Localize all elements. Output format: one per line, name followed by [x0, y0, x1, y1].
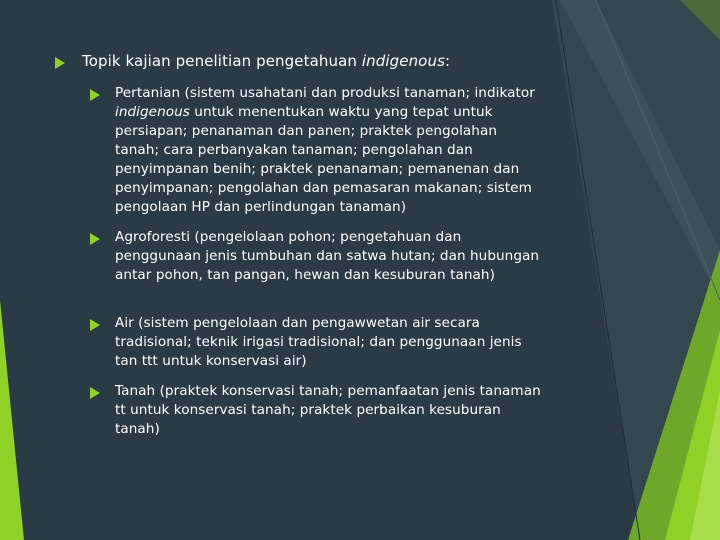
green-triangle-bullet-icon	[90, 233, 100, 245]
list-item-text: Pertanian (sistem usahatani dan produksi tanaman; indikator	[115, 85, 535, 101]
list-item-pertanian	[115, 84, 545, 217]
list-item-agroforesti	[115, 228, 545, 285]
list-item-text: Air (sistem pengelolaan dan pengawwetan air secara tradisional; teknik irigasi tradisional; dan penggunaan jenis tan ttt untuk konservasi air)	[115, 315, 522, 369]
heading-emphasis: indigenous	[361, 52, 445, 70]
slide-heading	[82, 52, 450, 70]
list-item-emphasis: indigenous	[115, 104, 190, 120]
heading-suffix: :	[444, 52, 451, 70]
list-item-air	[115, 314, 545, 371]
green-triangle-bullet-icon	[90, 319, 100, 331]
left-green-facet	[0, 300, 24, 540]
list-item-text: Tanah (praktek konservasi tanah; pemanfaatan jenis tanaman tt untuk konservasi tanah; praktek perbaikan kesuburan tanah)	[115, 383, 541, 437]
list-item-text: untuk menentukan waktu yang tepat untuk persiapan; penanaman dan panen; praktek pengolahan tanah; cara perbanyakan tanaman; pengolahan dan penyimpanan benih; praktek penanaman; pemanenan dan penyimpanan; pengolahan dan pemasaran makanan; sistem pengolaan HP dan perlindungan tanaman)	[115, 104, 532, 215]
green-triangle-bullet-icon	[90, 89, 100, 101]
green-triangle-bullet-icon	[90, 387, 100, 399]
list-item-text: Agroforesti (pengelolaan pohon; pengetahuan dan penggunaan jenis tumbuhan dan satwa hutan; dan hubungan antar pohon, tan pangan, hewan dan kesuburan tanah)	[115, 229, 540, 283]
heading-text: Topik kajian penelitian pengetahuan	[82, 52, 362, 70]
green-triangle-bullet-icon	[55, 57, 65, 69]
list-item-tanah	[115, 382, 545, 439]
